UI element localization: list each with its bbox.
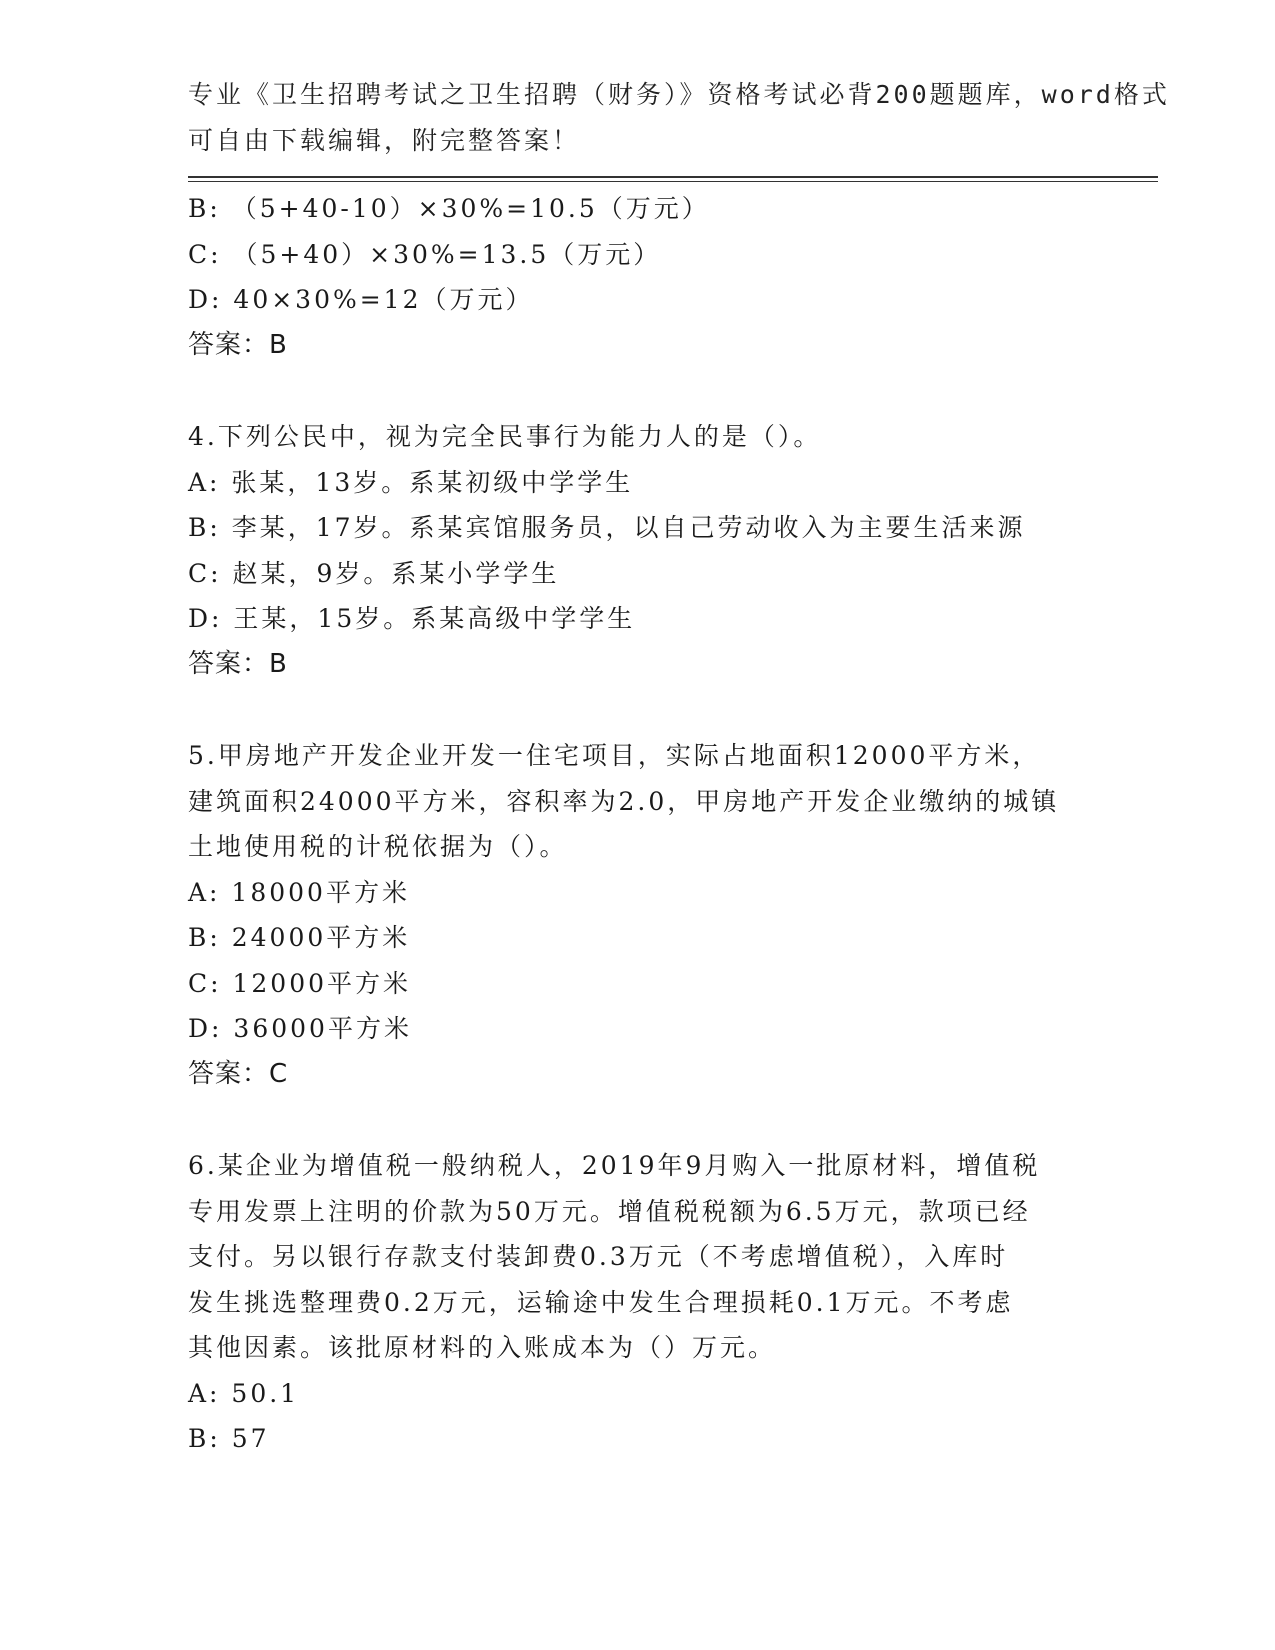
header-divider (188, 176, 1158, 182)
q6-stem-line: 专用发票上注明的价款为50万元。增值税税额为6.5万元，款项已经 (188, 1196, 1031, 1226)
q5-stem-line: 建筑面积24000平方米，容积率为2.0，甲房地产开发企业缴纳的城镇 (188, 786, 1060, 816)
spacer (188, 1097, 1088, 1143)
q6-stem-line: 支付。另以银行存款支付装卸费0.3万元（不考虑增值税），入库时 (188, 1242, 1009, 1271)
spacer (188, 687, 1088, 733)
question-5 (188, 733, 1088, 1097)
question-3-tail (188, 186, 1088, 368)
question-content (188, 186, 1088, 1462)
q6-option-b: B: 57 (188, 1424, 270, 1453)
q6-stem-line: 发生挑选整理费0.2万元，运输途中发生合理损耗0.1万元。不考虑 (188, 1287, 1014, 1317)
q4-answer: 答案：B (188, 648, 288, 679)
q5-answer: 答案：C (188, 1058, 289, 1089)
q4-stem-line: 4.下列公民中，视为完全民事行为能力人的是（）。 (188, 422, 822, 451)
q5-stem-line: 土地使用税的计税依据为（）。 (188, 832, 568, 861)
q3-option-b: B: （5+40-10）×30%=10.5（万元） (188, 194, 710, 223)
q3-option-d: D: 40×30%=12（万元） (188, 285, 534, 314)
q5-option-c: C: 12000平方米 (188, 968, 412, 998)
spacer (188, 368, 1088, 414)
q6-stem-line: 6.某企业为增值税一般纳税人，2019年9月购入一批原材料，增值税 (188, 1151, 1041, 1180)
document-header (188, 72, 1170, 163)
q4-option-c: C: 赵某，9岁。系某小学学生 (188, 558, 560, 588)
header-title-line-2: 可自由下载编辑，附完整答案！ (188, 125, 581, 155)
question-6 (188, 1143, 1088, 1462)
q3-option-c: C: （5+40）×30%=13.5（万元） (188, 239, 662, 269)
q5-option-d: D: 36000平方米 (188, 1014, 412, 1043)
q6-stem-line: 其他因素。该批原材料的入账成本为（）万元。 (188, 1333, 777, 1362)
q5-option-a: A: 18000平方米 (188, 877, 410, 907)
q5-stem-line: 5.甲房地产开发企业开发一住宅项目，实际占地面积12000平方米， (188, 741, 1041, 770)
q6-option-a: A: 50.1 (188, 1378, 300, 1408)
q4-option-a: A: 张某，13岁。系某初级中学学生 (188, 467, 634, 497)
q5-option-b: B: 24000平方米 (188, 923, 411, 952)
header-title-line-1: 专业《卫生招聘考试之卫生招聘（财务）》资格考试必背200题题库，word格式 (188, 80, 1170, 109)
q4-option-b: B: 李某，17岁。系某宾馆服务员，以自己劳动收入为主要生活来源 (188, 513, 1026, 542)
q4-option-d: D: 王某，15岁。系某高级中学学生 (188, 604, 636, 633)
q3-answer: 答案：B (188, 329, 288, 360)
question-4 (188, 414, 1088, 687)
